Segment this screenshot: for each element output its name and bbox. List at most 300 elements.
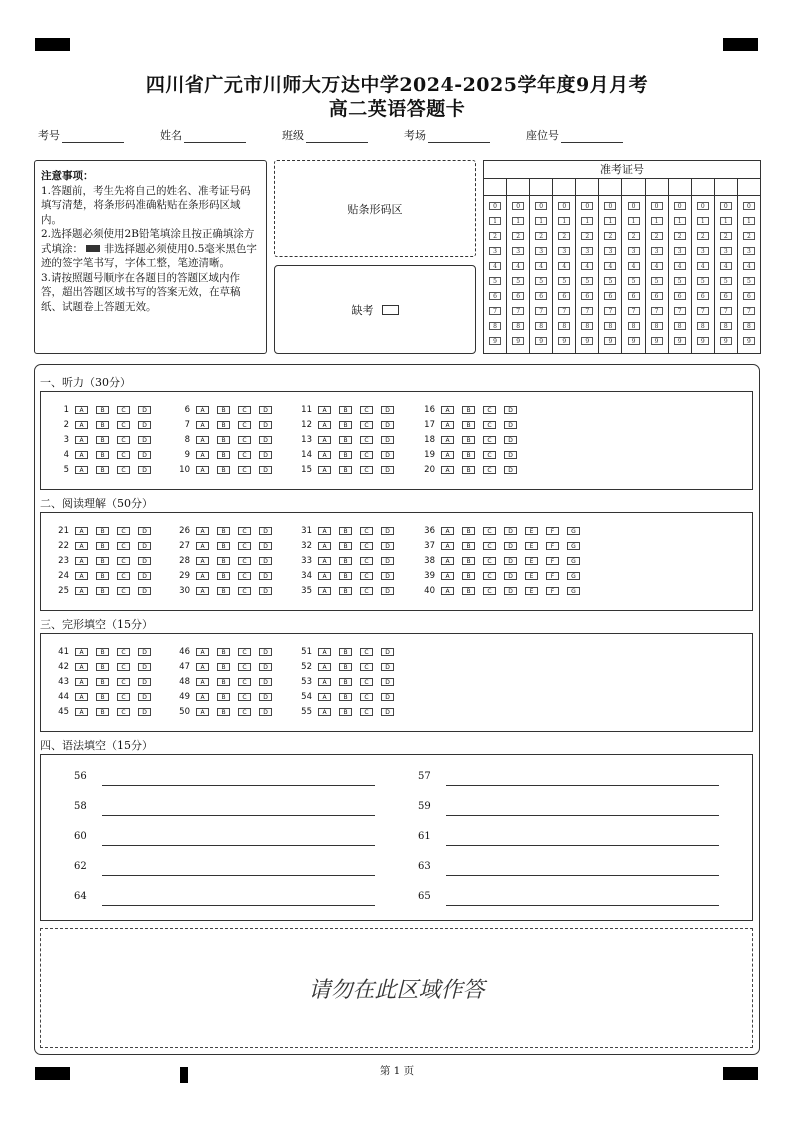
option-bubble[interactable]: B xyxy=(96,663,109,671)
option-bubble[interactable]: C xyxy=(117,451,130,459)
digit-bubble[interactable]: 9 xyxy=(581,337,593,345)
option-bubble[interactable]: A xyxy=(441,421,454,429)
digit-bubble[interactable]: 1 xyxy=(674,217,686,225)
fill-blank-line[interactable] xyxy=(446,785,719,786)
option-bubble[interactable]: F xyxy=(546,527,559,535)
option-bubble[interactable]: D xyxy=(259,406,272,414)
option-bubble[interactable]: D xyxy=(259,648,272,656)
digit-bubble[interactable]: 2 xyxy=(743,232,755,240)
digit-bubble[interactable]: 2 xyxy=(512,232,524,240)
option-bubble[interactable]: E xyxy=(525,587,538,595)
exam-number-write-box[interactable] xyxy=(738,178,760,196)
option-bubble[interactable]: A xyxy=(441,542,454,550)
option-bubble[interactable]: A xyxy=(441,572,454,580)
digit-bubble[interactable]: 1 xyxy=(489,217,501,225)
option-bubble[interactable]: C xyxy=(360,466,373,474)
option-bubble[interactable]: A xyxy=(75,708,88,716)
option-bubble[interactable]: D xyxy=(504,572,517,580)
option-bubble[interactable]: D xyxy=(259,708,272,716)
option-bubble[interactable]: D xyxy=(259,572,272,580)
option-bubble[interactable]: C xyxy=(117,406,130,414)
digit-bubble[interactable]: 9 xyxy=(489,337,501,345)
digit-bubble[interactable]: 5 xyxy=(558,277,570,285)
option-bubble[interactable]: A xyxy=(196,663,209,671)
option-bubble[interactable]: A xyxy=(318,708,331,716)
option-bubble[interactable]: A xyxy=(318,421,331,429)
digit-bubble[interactable]: 6 xyxy=(628,292,640,300)
fill-blank-line[interactable] xyxy=(446,905,719,906)
fill-blank-line[interactable] xyxy=(446,815,719,816)
option-bubble[interactable]: B xyxy=(96,708,109,716)
fill-blank-line[interactable] xyxy=(102,815,375,816)
option-bubble[interactable]: A xyxy=(75,693,88,701)
digit-bubble[interactable]: 4 xyxy=(489,262,501,270)
option-bubble[interactable]: A xyxy=(196,406,209,414)
digit-bubble[interactable]: 1 xyxy=(743,217,755,225)
option-bubble[interactable]: C xyxy=(360,693,373,701)
option-bubble[interactable]: A xyxy=(318,678,331,686)
digit-bubble[interactable]: 0 xyxy=(628,202,640,210)
option-bubble[interactable]: D xyxy=(138,678,151,686)
barcode-area[interactable]: 贴条形码区 xyxy=(274,160,476,257)
option-bubble[interactable]: D xyxy=(259,421,272,429)
option-bubble[interactable]: A xyxy=(75,466,88,474)
option-bubble[interactable]: B xyxy=(339,708,352,716)
option-bubble[interactable]: B xyxy=(96,406,109,414)
option-bubble[interactable]: B xyxy=(96,451,109,459)
digit-bubble[interactable]: 8 xyxy=(674,322,686,330)
option-bubble[interactable]: G xyxy=(567,527,580,535)
option-bubble[interactable]: A xyxy=(441,466,454,474)
digit-bubble[interactable]: 9 xyxy=(604,337,616,345)
option-bubble[interactable]: B xyxy=(96,436,109,444)
exam-number-write-box[interactable] xyxy=(507,178,529,196)
digit-bubble[interactable]: 5 xyxy=(512,277,524,285)
digit-bubble[interactable]: 4 xyxy=(628,262,640,270)
option-bubble[interactable]: D xyxy=(381,663,394,671)
option-bubble[interactable]: B xyxy=(462,466,475,474)
option-bubble[interactable]: A xyxy=(441,436,454,444)
digit-bubble[interactable]: 4 xyxy=(697,262,709,270)
option-bubble[interactable]: C xyxy=(117,648,130,656)
option-bubble[interactable]: D xyxy=(259,587,272,595)
digit-bubble[interactable]: 0 xyxy=(512,202,524,210)
option-bubble[interactable]: A xyxy=(441,406,454,414)
option-bubble[interactable]: A xyxy=(318,648,331,656)
option-bubble[interactable]: C xyxy=(483,557,496,565)
exam-number-write-box[interactable] xyxy=(646,178,668,196)
option-bubble[interactable]: D xyxy=(381,678,394,686)
digit-bubble[interactable]: 9 xyxy=(558,337,570,345)
digit-bubble[interactable]: 0 xyxy=(720,202,732,210)
option-bubble[interactable]: B xyxy=(217,663,230,671)
digit-bubble[interactable]: 8 xyxy=(581,322,593,330)
option-bubble[interactable]: A xyxy=(196,436,209,444)
digit-bubble[interactable]: 8 xyxy=(628,322,640,330)
option-bubble[interactable]: A xyxy=(441,587,454,595)
digit-bubble[interactable]: 2 xyxy=(674,232,686,240)
option-bubble[interactable]: D xyxy=(138,451,151,459)
digit-bubble[interactable]: 2 xyxy=(720,232,732,240)
option-bubble[interactable]: C xyxy=(238,557,251,565)
option-bubble[interactable]: C xyxy=(238,406,251,414)
option-bubble[interactable]: D xyxy=(504,466,517,474)
option-bubble[interactable]: B xyxy=(339,527,352,535)
digit-bubble[interactable]: 4 xyxy=(651,262,663,270)
option-bubble[interactable]: B xyxy=(339,557,352,565)
option-bubble[interactable]: B xyxy=(217,527,230,535)
option-bubble[interactable]: D xyxy=(381,421,394,429)
exam-number-write-box[interactable] xyxy=(599,178,621,196)
absent-checkbox[interactable] xyxy=(382,305,399,315)
option-bubble[interactable]: C xyxy=(360,527,373,535)
digit-bubble[interactable]: 0 xyxy=(743,202,755,210)
option-bubble[interactable]: C xyxy=(238,466,251,474)
option-bubble[interactable]: C xyxy=(238,693,251,701)
digit-bubble[interactable]: 2 xyxy=(535,232,547,240)
option-bubble[interactable]: D xyxy=(259,678,272,686)
option-bubble[interactable]: D xyxy=(381,527,394,535)
option-bubble[interactable]: B xyxy=(217,572,230,580)
option-bubble[interactable]: C xyxy=(360,572,373,580)
option-bubble[interactable]: D xyxy=(138,436,151,444)
option-bubble[interactable]: C xyxy=(360,648,373,656)
option-bubble[interactable]: F xyxy=(546,572,559,580)
option-bubble[interactable]: C xyxy=(117,678,130,686)
digit-bubble[interactable]: 5 xyxy=(651,277,663,285)
digit-bubble[interactable]: 7 xyxy=(581,307,593,315)
digit-bubble[interactable]: 8 xyxy=(512,322,524,330)
option-bubble[interactable]: B xyxy=(96,678,109,686)
option-bubble[interactable]: C xyxy=(117,466,130,474)
option-bubble[interactable]: D xyxy=(259,693,272,701)
option-bubble[interactable]: A xyxy=(196,587,209,595)
option-bubble[interactable]: D xyxy=(138,406,151,414)
option-bubble[interactable]: A xyxy=(441,557,454,565)
digit-bubble[interactable]: 2 xyxy=(581,232,593,240)
option-bubble[interactable]: C xyxy=(360,436,373,444)
exam-number-write-box[interactable] xyxy=(553,178,575,196)
digit-bubble[interactable]: 4 xyxy=(743,262,755,270)
digit-bubble[interactable]: 5 xyxy=(604,277,616,285)
digit-bubble[interactable]: 7 xyxy=(512,307,524,315)
digit-bubble[interactable]: 0 xyxy=(651,202,663,210)
digit-bubble[interactable]: 8 xyxy=(651,322,663,330)
digit-bubble[interactable]: 5 xyxy=(697,277,709,285)
option-bubble[interactable]: F xyxy=(546,587,559,595)
option-bubble[interactable]: A xyxy=(318,587,331,595)
option-bubble[interactable]: A xyxy=(318,406,331,414)
option-bubble[interactable]: A xyxy=(196,451,209,459)
exam-number-write-box[interactable] xyxy=(692,178,714,196)
option-bubble[interactable]: C xyxy=(238,572,251,580)
digit-bubble[interactable]: 1 xyxy=(558,217,570,225)
option-bubble[interactable]: B xyxy=(462,436,475,444)
option-bubble[interactable]: B xyxy=(462,421,475,429)
digit-bubble[interactable]: 6 xyxy=(674,292,686,300)
option-bubble[interactable]: A xyxy=(196,708,209,716)
option-bubble[interactable]: C xyxy=(117,527,130,535)
fill-blank-line[interactable] xyxy=(102,875,375,876)
option-bubble[interactable]: B xyxy=(339,678,352,686)
option-bubble[interactable]: C xyxy=(483,451,496,459)
option-bubble[interactable]: C xyxy=(238,587,251,595)
option-bubble[interactable]: B xyxy=(217,678,230,686)
digit-bubble[interactable]: 9 xyxy=(697,337,709,345)
option-bubble[interactable]: E xyxy=(525,527,538,535)
option-bubble[interactable]: C xyxy=(483,542,496,550)
option-bubble[interactable]: D xyxy=(259,436,272,444)
digit-bubble[interactable]: 6 xyxy=(604,292,616,300)
option-bubble[interactable]: D xyxy=(381,693,394,701)
option-bubble[interactable]: D xyxy=(381,557,394,565)
fill-blank-line[interactable] xyxy=(102,905,375,906)
option-bubble[interactable]: B xyxy=(462,557,475,565)
digit-bubble[interactable]: 6 xyxy=(651,292,663,300)
option-bubble[interactable]: B xyxy=(217,587,230,595)
option-bubble[interactable]: D xyxy=(504,451,517,459)
option-bubble[interactable]: C xyxy=(117,557,130,565)
digit-bubble[interactable]: 3 xyxy=(674,247,686,255)
digit-bubble[interactable]: 9 xyxy=(628,337,640,345)
digit-bubble[interactable]: 8 xyxy=(743,322,755,330)
option-bubble[interactable]: C xyxy=(483,421,496,429)
digit-bubble[interactable]: 0 xyxy=(535,202,547,210)
option-bubble[interactable]: D xyxy=(138,527,151,535)
option-bubble[interactable]: B xyxy=(96,648,109,656)
digit-bubble[interactable]: 9 xyxy=(674,337,686,345)
digit-bubble[interactable]: 4 xyxy=(674,262,686,270)
digit-bubble[interactable]: 4 xyxy=(535,262,547,270)
fill-blank-line[interactable] xyxy=(102,845,375,846)
fill-blank-line[interactable] xyxy=(446,875,719,876)
digit-bubble[interactable]: 4 xyxy=(581,262,593,270)
option-bubble[interactable]: D xyxy=(259,557,272,565)
option-bubble[interactable]: B xyxy=(462,587,475,595)
option-bubble[interactable]: D xyxy=(138,557,151,565)
option-bubble[interactable]: C xyxy=(360,406,373,414)
option-bubble[interactable]: C xyxy=(238,421,251,429)
option-bubble[interactable]: B xyxy=(339,693,352,701)
option-bubble[interactable]: C xyxy=(117,663,130,671)
digit-bubble[interactable]: 3 xyxy=(628,247,640,255)
digit-bubble[interactable]: 1 xyxy=(697,217,709,225)
option-bubble[interactable]: F xyxy=(546,542,559,550)
digit-bubble[interactable]: 5 xyxy=(489,277,501,285)
option-bubble[interactable]: B xyxy=(339,421,352,429)
option-bubble[interactable]: A xyxy=(196,572,209,580)
digit-bubble[interactable]: 4 xyxy=(604,262,616,270)
option-bubble[interactable]: C xyxy=(117,436,130,444)
digit-bubble[interactable]: 0 xyxy=(604,202,616,210)
option-bubble[interactable]: E xyxy=(525,542,538,550)
digit-bubble[interactable]: 8 xyxy=(697,322,709,330)
option-bubble[interactable]: B xyxy=(339,436,352,444)
option-bubble[interactable]: A xyxy=(75,587,88,595)
digit-bubble[interactable]: 6 xyxy=(697,292,709,300)
option-bubble[interactable]: B xyxy=(217,648,230,656)
exam-number-write-box[interactable] xyxy=(715,178,737,196)
option-bubble[interactable]: A xyxy=(318,557,331,565)
option-bubble[interactable]: C xyxy=(117,572,130,580)
digit-bubble[interactable]: 3 xyxy=(697,247,709,255)
option-bubble[interactable]: D xyxy=(259,663,272,671)
option-bubble[interactable]: D xyxy=(381,572,394,580)
digit-bubble[interactable]: 9 xyxy=(535,337,547,345)
option-bubble[interactable]: G xyxy=(567,587,580,595)
option-bubble[interactable]: B xyxy=(217,421,230,429)
option-bubble[interactable]: D xyxy=(504,421,517,429)
exam-number-write-box[interactable] xyxy=(622,178,644,196)
option-bubble[interactable]: D xyxy=(381,587,394,595)
digit-bubble[interactable]: 3 xyxy=(512,247,524,255)
option-bubble[interactable]: D xyxy=(138,542,151,550)
option-bubble[interactable]: D xyxy=(381,466,394,474)
digit-bubble[interactable]: 7 xyxy=(558,307,570,315)
digit-bubble[interactable]: 5 xyxy=(674,277,686,285)
option-bubble[interactable]: G xyxy=(567,572,580,580)
option-bubble[interactable]: B xyxy=(462,451,475,459)
digit-bubble[interactable]: 1 xyxy=(512,217,524,225)
option-bubble[interactable]: A xyxy=(196,693,209,701)
digit-bubble[interactable]: 6 xyxy=(558,292,570,300)
option-bubble[interactable]: C xyxy=(360,542,373,550)
option-bubble[interactable]: B xyxy=(339,587,352,595)
option-bubble[interactable]: D xyxy=(259,542,272,550)
option-bubble[interactable]: B xyxy=(96,421,109,429)
option-bubble[interactable]: D xyxy=(138,708,151,716)
digit-bubble[interactable]: 0 xyxy=(674,202,686,210)
option-bubble[interactable]: B xyxy=(217,542,230,550)
option-bubble[interactable]: A xyxy=(75,436,88,444)
option-bubble[interactable]: C xyxy=(238,527,251,535)
option-bubble[interactable]: A xyxy=(318,466,331,474)
digit-bubble[interactable]: 0 xyxy=(581,202,593,210)
option-bubble[interactable]: B xyxy=(96,527,109,535)
digit-bubble[interactable]: 2 xyxy=(697,232,709,240)
option-bubble[interactable]: C xyxy=(483,406,496,414)
option-bubble[interactable]: B xyxy=(96,572,109,580)
option-bubble[interactable]: C xyxy=(238,663,251,671)
option-bubble[interactable]: C xyxy=(360,557,373,565)
option-bubble[interactable]: B xyxy=(339,542,352,550)
option-bubble[interactable]: D xyxy=(504,406,517,414)
digit-bubble[interactable]: 1 xyxy=(720,217,732,225)
option-bubble[interactable]: D xyxy=(138,421,151,429)
option-bubble[interactable]: B xyxy=(96,693,109,701)
exam-number-write-box[interactable] xyxy=(669,178,691,196)
option-bubble[interactable]: C xyxy=(483,572,496,580)
option-bubble[interactable]: B xyxy=(217,708,230,716)
option-bubble[interactable]: C xyxy=(360,708,373,716)
option-bubble[interactable]: C xyxy=(360,678,373,686)
option-bubble[interactable]: A xyxy=(318,542,331,550)
option-bubble[interactable]: E xyxy=(525,572,538,580)
option-bubble[interactable]: B xyxy=(96,557,109,565)
digit-bubble[interactable]: 2 xyxy=(558,232,570,240)
option-bubble[interactable]: D xyxy=(381,708,394,716)
option-bubble[interactable]: C xyxy=(483,587,496,595)
digit-bubble[interactable]: 5 xyxy=(628,277,640,285)
digit-bubble[interactable]: 1 xyxy=(604,217,616,225)
exam-number-write-box[interactable] xyxy=(484,178,506,196)
digit-bubble[interactable]: 3 xyxy=(535,247,547,255)
digit-bubble[interactable]: 0 xyxy=(558,202,570,210)
option-bubble[interactable]: A xyxy=(196,678,209,686)
option-bubble[interactable]: A xyxy=(196,466,209,474)
option-bubble[interactable]: A xyxy=(75,527,88,535)
option-bubble[interactable]: A xyxy=(196,527,209,535)
digit-bubble[interactable]: 7 xyxy=(697,307,709,315)
digit-bubble[interactable]: 8 xyxy=(720,322,732,330)
digit-bubble[interactable]: 6 xyxy=(489,292,501,300)
option-bubble[interactable]: D xyxy=(381,451,394,459)
option-bubble[interactable]: A xyxy=(196,557,209,565)
option-bubble[interactable]: C xyxy=(483,466,496,474)
digit-bubble[interactable]: 2 xyxy=(604,232,616,240)
option-bubble[interactable]: F xyxy=(546,557,559,565)
option-bubble[interactable]: A xyxy=(318,527,331,535)
option-bubble[interactable]: A xyxy=(75,572,88,580)
option-bubble[interactable]: B xyxy=(339,406,352,414)
option-bubble[interactable]: A xyxy=(75,557,88,565)
digit-bubble[interactable]: 7 xyxy=(535,307,547,315)
digit-bubble[interactable]: 7 xyxy=(489,307,501,315)
seat-line[interactable] xyxy=(561,131,623,143)
option-bubble[interactable]: B xyxy=(217,693,230,701)
digit-bubble[interactable]: 5 xyxy=(535,277,547,285)
option-bubble[interactable]: D xyxy=(381,648,394,656)
digit-bubble[interactable]: 8 xyxy=(604,322,616,330)
option-bubble[interactable]: D xyxy=(381,406,394,414)
option-bubble[interactable]: A xyxy=(441,451,454,459)
fill-blank-line[interactable] xyxy=(446,845,719,846)
digit-bubble[interactable]: 3 xyxy=(743,247,755,255)
option-bubble[interactable]: D xyxy=(138,648,151,656)
digit-bubble[interactable]: 7 xyxy=(651,307,663,315)
digit-bubble[interactable]: 7 xyxy=(628,307,640,315)
digit-bubble[interactable]: 6 xyxy=(720,292,732,300)
option-bubble[interactable]: D xyxy=(504,557,517,565)
option-bubble[interactable]: B xyxy=(217,451,230,459)
option-bubble[interactable]: D xyxy=(138,693,151,701)
digit-bubble[interactable]: 5 xyxy=(720,277,732,285)
option-bubble[interactable]: B xyxy=(96,587,109,595)
option-bubble[interactable]: B xyxy=(462,527,475,535)
exam-number-write-box[interactable] xyxy=(530,178,552,196)
option-bubble[interactable]: A xyxy=(318,572,331,580)
option-bubble[interactable]: A xyxy=(75,678,88,686)
digit-bubble[interactable]: 3 xyxy=(720,247,732,255)
digit-bubble[interactable]: 1 xyxy=(581,217,593,225)
digit-bubble[interactable]: 8 xyxy=(558,322,570,330)
option-bubble[interactable]: A xyxy=(196,421,209,429)
option-bubble[interactable]: C xyxy=(238,436,251,444)
option-bubble[interactable]: D xyxy=(504,436,517,444)
option-bubble[interactable]: C xyxy=(360,421,373,429)
digit-bubble[interactable]: 5 xyxy=(581,277,593,285)
option-bubble[interactable]: D xyxy=(381,542,394,550)
digit-bubble[interactable]: 6 xyxy=(535,292,547,300)
digit-bubble[interactable]: 5 xyxy=(743,277,755,285)
option-bubble[interactable]: D xyxy=(259,527,272,535)
digit-bubble[interactable]: 9 xyxy=(743,337,755,345)
option-bubble[interactable]: D xyxy=(381,436,394,444)
option-bubble[interactable]: C xyxy=(360,663,373,671)
digit-bubble[interactable]: 3 xyxy=(604,247,616,255)
option-bubble[interactable]: C xyxy=(238,542,251,550)
exam-number-write-box[interactable] xyxy=(576,178,598,196)
